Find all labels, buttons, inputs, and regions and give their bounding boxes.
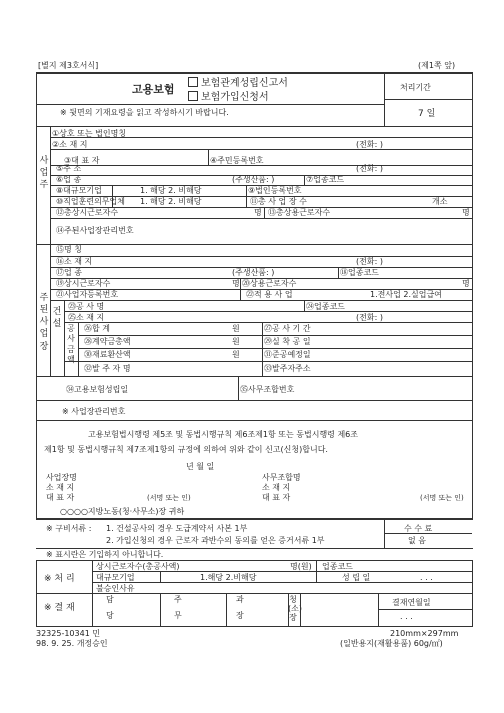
section-main-site-label: 주된사업장 <box>39 293 49 352</box>
recipient: ○○○○지방노동(청·사무소)장 귀하 <box>60 507 185 516</box>
field-site-phone: (전화: ) <box>356 257 383 266</box>
approval-officer-bottom: 무 <box>174 611 182 620</box>
approval-manager-bottom: 장 <box>236 611 244 620</box>
form-number-label: [별지 제3호서식] <box>38 61 99 70</box>
field-start-date: ㉙실 착 공 일 <box>264 337 311 346</box>
processing-section-label: ※ 처 리 <box>44 574 75 584</box>
field-large-enterprise-options: 1. 해당 2. 비해당 <box>140 186 202 195</box>
option-enrollment[interactable] <box>188 91 269 103</box>
field-site-address: ⑯소 재 지 <box>56 257 93 266</box>
field-total-regular-workers-unit: 명 <box>254 208 262 217</box>
field-insurance-establishment-date: ㉞고용보험성립일 <box>66 385 129 394</box>
field-owner-address: ⑤주 소 <box>56 164 82 173</box>
approval-date-label: 결재연월일 <box>392 598 431 607</box>
declaration-line-2: 제1항 및 동법시행규칙 제7조제1항의 규정에 의하여 위와 같이 신고(신청)합니다. <box>44 445 328 454</box>
field-resident-number: ④주민등록번호 <box>210 156 264 165</box>
notice-text: ※ 뒷면의 기재요령을 읽고 작성하시기 바랍니다. <box>60 108 229 117</box>
approval-officer-top: 주 <box>174 595 182 604</box>
option-establishment-label: 보험관계성립신고서 <box>201 78 288 89</box>
union-signature: (서명 또는 인) <box>420 494 464 502</box>
process-establishment-date-value: . . . <box>420 573 433 582</box>
page-label: (제1쪽 앞) <box>418 61 456 70</box>
construction-cost-label: 공사금액 <box>67 324 75 365</box>
field-construction-period: ㉗공 사 기 간 <box>264 324 311 333</box>
attachments-label: ※ 구비서류 : <box>46 524 92 533</box>
field-corporate-number: ⑨법인등록번호 <box>248 186 302 195</box>
section-business-owner-label: 사업주 <box>39 156 49 191</box>
checkbox-icon[interactable] <box>188 77 198 87</box>
field-site-name: ⑮명 칭 <box>56 245 82 254</box>
field-construction-name: ㉓공 사 명 <box>68 302 105 311</box>
process-industry-code: 업종코드 <box>322 562 353 571</box>
checkbox-icon[interactable] <box>188 91 198 101</box>
field-vocational-training-options: 1. 해당 2. 비해당 <box>140 197 202 206</box>
field-completion-date: ㉛준공예정일 <box>264 350 311 359</box>
field-site-regular-workers-unit: 명 <box>232 279 240 288</box>
office-notice: ※ 표시란은 기입하지 아니합니다. <box>46 550 164 559</box>
field-contract-amount: ㉘계약금총액 <box>84 337 131 346</box>
field-total-permanent-workers-unit: 명 <box>462 208 470 217</box>
field-site-regular-workers: ⑲상시근로자수 <box>56 279 111 288</box>
applicant-signature: (서명 또는 인) <box>147 494 191 502</box>
field-contract-amount-unit: 원 <box>232 337 240 346</box>
process-large-enterprise-options: 1.해당 2.비해당 <box>200 573 257 582</box>
footer-paper-size: 210mm×297mm <box>390 629 459 638</box>
union-address: 소 재 지 <box>262 483 291 492</box>
field-office-union-number: ㉟사무조합번호 <box>240 385 295 394</box>
field-large-enterprise: ⑧대규모기업 <box>56 186 102 195</box>
construction-label: 건설 <box>52 307 62 330</box>
form-title: 고용보험 <box>132 83 175 96</box>
field-total-regular-workers: ⑫총상시근로자수 <box>56 208 119 217</box>
field-cost-total-unit: 원 <box>232 324 240 333</box>
field-site-management-number: ※ 사업장관리번호 <box>62 407 126 416</box>
fee-value: 없 음 <box>408 536 426 545</box>
process-workers-total: 상시근로자수(총공사액) <box>96 562 180 571</box>
field-site-industry: ⑰업 종 <box>56 268 82 277</box>
union-representative: 대 표 자 <box>262 493 291 502</box>
footer-approval-date: 98. 9. 25. 개정승인 <box>36 639 108 648</box>
processing-period-value: 7 일 <box>418 109 436 119</box>
applicant-representative: 대 표 자 <box>46 493 75 502</box>
field-business-name: ①상호 또는 법인명칭 <box>52 129 127 138</box>
field-total-sites-unit: 개소 <box>432 197 448 206</box>
field-cost-total: ㉖합 계 <box>84 324 110 333</box>
field-construction-phone: (전화: ) <box>356 313 383 322</box>
field-address: ②소 재 지 <box>52 140 88 149</box>
approval-date-value: . . . <box>400 612 413 621</box>
processing-period-label: 처리기간 <box>400 83 431 92</box>
approval-section-label: ※ 결 재 <box>44 603 75 613</box>
field-site-permanent-workers-unit: 명 <box>462 279 470 288</box>
field-orderer-address: ㉝발주자주소 <box>264 364 311 373</box>
footer-code: 32325-10341 민 <box>36 629 101 638</box>
option-establishment[interactable] <box>188 77 288 89</box>
field-site-permanent-workers: ⑳상용근로자수 <box>242 279 297 288</box>
process-establishment-date: 성 립 일 <box>342 573 371 582</box>
field-total-sites: ⑪총 사 업 장 수 <box>250 197 307 206</box>
option-enrollment-label: 보험가입신청서 <box>201 92 269 103</box>
attachment-item-2: 2. 가입신청의 경우 근로자 과반수의 동의를 얻은 증거서류 1부 <box>106 536 325 545</box>
field-orderer-name: ㉜발 주 자 명 <box>84 364 131 373</box>
field-applied-business-options: 1.전사업 2.실업급여 <box>370 290 442 299</box>
field-main-site-management-number: ⑭주된사업장관리번호 <box>56 226 134 235</box>
field-total-permanent-workers: ⑬총상용근로자수 <box>268 208 331 217</box>
field-main-product: (주생산품: ) <box>232 175 275 184</box>
field-applied-business: ㉒적 용 사 업 <box>246 290 293 299</box>
field-industry: ⑥업 종 <box>56 175 82 184</box>
union-name: 사무조합명 <box>262 473 301 482</box>
field-material-conversion-unit: 원 <box>232 350 240 359</box>
approval-staff-top: 담 <box>106 595 114 604</box>
field-vocational-training: ⑩직업훈련의무업체 <box>56 197 125 206</box>
fee-label: 수 수 료 <box>404 524 433 533</box>
approval-staff-bottom: 당 <box>106 611 114 620</box>
field-site-main-product: (주생산품: ) <box>232 268 275 277</box>
field-construction-industry-code: ㉔업종코드 <box>306 302 345 311</box>
field-construction-address: ㉕소 재 지 <box>68 313 105 322</box>
applicant-site-name: 사업장명 <box>46 473 77 482</box>
declaration-date: 년 월 일 <box>186 462 215 471</box>
declaration-line-1: 고용보험법시행령 제5조 및 동법시행규칙 제6조제1항 또는 동법시행령 제6조 <box>88 430 358 439</box>
field-business-registration-number: ㉑사업자등록번호 <box>56 290 119 299</box>
approval-manager-top: 과 <box>236 595 244 604</box>
process-workers-unit: 명(원) <box>290 562 312 571</box>
applicant-site-address: 소 재 지 <box>46 483 75 492</box>
field-address-phone: (전화: ) <box>356 140 383 149</box>
field-industry-code: ⑦업종코드 <box>306 175 345 184</box>
process-large-enterprise: 대규모기업 <box>96 573 135 582</box>
process-rejection-reason: 불승인사유 <box>96 584 135 593</box>
footer-paper-type: (일반용지(재활용품) 60g/㎡) <box>340 639 443 648</box>
field-site-industry-code: ⑱업종코드 <box>340 268 379 277</box>
field-material-conversion: ㉚재료환산액 <box>84 350 131 359</box>
attachment-item-1: 1. 건설공사의 경우 도급계약서 사본 1부 <box>106 524 248 533</box>
field-owner-phone: (전화: ) <box>356 164 383 173</box>
approval-director: 청(소)장 <box>288 595 302 622</box>
field-representative: ③대 표 자 <box>64 156 100 165</box>
